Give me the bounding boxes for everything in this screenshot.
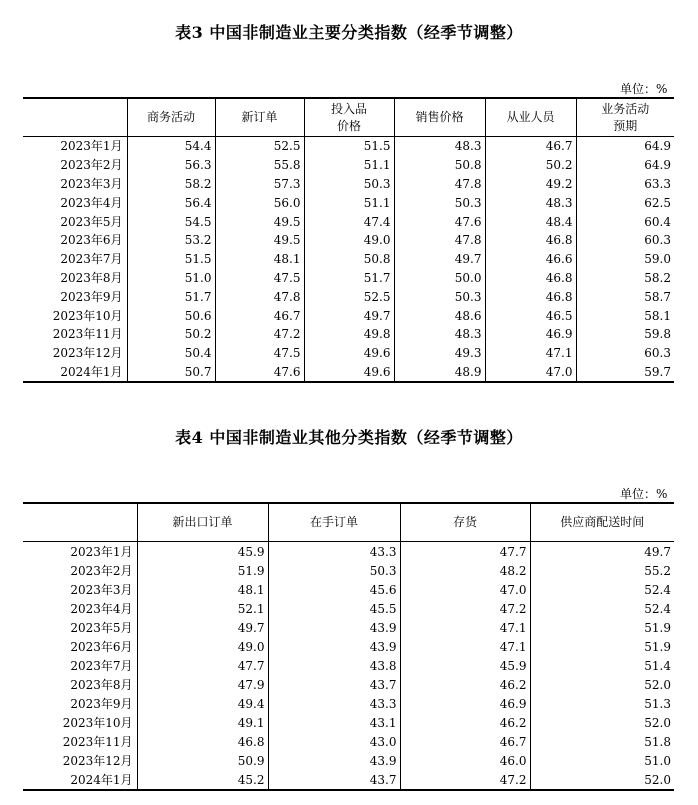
row-label: 2023年6月: [60, 233, 123, 248]
value-cell: 51.5: [127, 250, 215, 269]
value-cell: 48.9: [394, 363, 485, 383]
value-cell: 51.9: [530, 637, 674, 656]
value-cell: 52.0: [530, 675, 674, 694]
table4: [23, 502, 674, 791]
value-cell: 43.9: [268, 618, 400, 637]
value-cell: 59.8: [576, 325, 674, 344]
value-cell: 52.0: [530, 713, 674, 732]
value-cell: 56.3: [127, 156, 215, 175]
table-row: [23, 212, 674, 231]
table-row: [23, 732, 674, 751]
value-cell: 46.8: [485, 231, 576, 250]
value-cell: 49.8: [304, 325, 394, 344]
value-cell: 52.0: [530, 770, 674, 790]
value-cell: 55.8: [215, 156, 304, 175]
value-cell: 50.0: [394, 269, 485, 288]
value-cell: 49.7: [530, 542, 674, 562]
row-label: 2023年8月: [70, 677, 133, 692]
value-cell: 46.7: [215, 306, 304, 325]
table-row: [23, 344, 674, 363]
value-cell: 49.5: [215, 231, 304, 250]
value-cell: 50.2: [127, 325, 215, 344]
row-label: 2023年7月: [60, 252, 123, 267]
value-cell: 49.6: [304, 344, 394, 363]
value-cell: 47.4: [304, 212, 394, 231]
value-cell: 50.9: [137, 751, 268, 770]
value-cell: 47.8: [215, 287, 304, 306]
table-row: [23, 231, 674, 250]
table-row: [23, 580, 674, 599]
row-label: 2023年2月: [60, 158, 123, 173]
row-label: 2023年9月: [70, 696, 133, 711]
value-cell: 63.3: [576, 175, 674, 194]
value-cell: 48.2: [400, 561, 530, 580]
table3-header-cell: 业务活动 预期: [576, 98, 674, 137]
row-label: 2023年6月: [70, 639, 133, 654]
value-cell: 48.1: [137, 580, 268, 599]
table-row: [23, 599, 674, 618]
value-cell: 56.0: [215, 193, 304, 212]
table4-header-row: [23, 503, 674, 542]
value-cell: 45.6: [268, 580, 400, 599]
value-cell: 47.1: [400, 618, 530, 637]
table3-header-cell: 投入品 价格: [304, 98, 394, 137]
value-cell: 46.8: [485, 287, 576, 306]
row-label: 2023年9月: [60, 289, 123, 304]
value-cell: 47.0: [485, 363, 576, 383]
value-cell: 64.9: [576, 156, 674, 175]
row-label: 2023年1月: [60, 139, 123, 154]
value-cell: 47.5: [215, 269, 304, 288]
table-row: [23, 637, 674, 656]
value-cell: 45.9: [400, 656, 530, 675]
table3-header-row: [23, 98, 674, 137]
value-cell: 49.2: [485, 175, 576, 194]
value-cell: 46.7: [485, 137, 576, 156]
table-row: [23, 306, 674, 325]
value-cell: 47.6: [215, 363, 304, 383]
value-cell: 49.0: [137, 637, 268, 656]
row-label: 2023年8月: [60, 270, 123, 285]
value-cell: 49.7: [137, 618, 268, 637]
value-cell: 59.7: [576, 363, 674, 383]
table-row: [23, 618, 674, 637]
value-cell: 64.9: [576, 137, 674, 156]
table3-header-cell: 商务活动: [127, 98, 215, 137]
value-cell: 49.6: [304, 363, 394, 383]
table3-header-cell: 新订单: [215, 98, 304, 137]
value-cell: 50.3: [394, 193, 485, 212]
value-cell: 48.3: [394, 137, 485, 156]
value-cell: 60.3: [576, 344, 674, 363]
value-cell: 47.9: [137, 675, 268, 694]
row-label: 2023年4月: [70, 601, 133, 616]
value-cell: 48.1: [215, 250, 304, 269]
value-cell: 50.4: [127, 344, 215, 363]
value-cell: 45.5: [268, 599, 400, 618]
value-cell: 48.6: [394, 306, 485, 325]
value-cell: 50.3: [304, 175, 394, 194]
table-row: [23, 561, 674, 580]
value-cell: 49.1: [137, 713, 268, 732]
value-cell: 46.8: [137, 732, 268, 751]
table-row: [23, 269, 674, 288]
table4-title: 表4 中国非制造业其他分类指数（经季节调整）: [175, 428, 523, 447]
value-cell: 49.7: [304, 306, 394, 325]
table3-header-cell: 销售价格: [394, 98, 485, 137]
table3-header-cell: [23, 98, 127, 137]
table-row: [23, 694, 674, 713]
row-label: 2023年5月: [70, 620, 133, 635]
table3-body: [23, 137, 674, 383]
table-row: [23, 156, 674, 175]
table4-header-cell: 在手订单: [268, 503, 400, 542]
value-cell: 51.7: [127, 287, 215, 306]
value-cell: 48.3: [485, 193, 576, 212]
row-label: 2023年10月: [52, 308, 123, 323]
value-cell: 51.9: [137, 561, 268, 580]
value-cell: 51.7: [304, 269, 394, 288]
table-row: [23, 751, 674, 770]
value-cell: 50.8: [394, 156, 485, 175]
table3: [23, 97, 674, 383]
value-cell: 50.6: [127, 306, 215, 325]
table3-unit: 单位：%: [620, 82, 668, 96]
table-row: [23, 193, 674, 212]
value-cell: 51.0: [530, 751, 674, 770]
value-cell: 50.8: [304, 250, 394, 269]
table-row: [23, 713, 674, 732]
value-cell: 47.0: [400, 580, 530, 599]
table-row: [23, 675, 674, 694]
value-cell: 58.2: [576, 269, 674, 288]
value-cell: 46.9: [400, 694, 530, 713]
value-cell: 43.3: [268, 542, 400, 562]
table-row: [23, 287, 674, 306]
value-cell: 51.8: [530, 732, 674, 751]
value-cell: 54.4: [127, 137, 215, 156]
row-label: 2023年2月: [70, 563, 133, 578]
row-label: 2023年12月: [52, 346, 123, 361]
value-cell: 46.9: [485, 325, 576, 344]
value-cell: 58.2: [127, 175, 215, 194]
value-cell: 47.8: [394, 175, 485, 194]
value-cell: 50.3: [394, 287, 485, 306]
value-cell: 51.4: [530, 656, 674, 675]
row-label: 2023年11月: [62, 734, 133, 749]
value-cell: 52.4: [530, 599, 674, 618]
value-cell: 51.0: [127, 269, 215, 288]
value-cell: 52.5: [304, 287, 394, 306]
value-cell: 56.4: [127, 193, 215, 212]
value-cell: 60.3: [576, 231, 674, 250]
table-row: [23, 542, 674, 562]
value-cell: 45.9: [137, 542, 268, 562]
row-label: 2023年1月: [70, 544, 133, 559]
value-cell: 51.1: [304, 156, 394, 175]
value-cell: 58.7: [576, 287, 674, 306]
value-cell: 46.7: [400, 732, 530, 751]
value-cell: 49.7: [394, 250, 485, 269]
value-cell: 46.0: [400, 751, 530, 770]
row-label: 2023年10月: [62, 715, 133, 730]
table-row: [23, 175, 674, 194]
value-cell: 47.2: [400, 599, 530, 618]
value-cell: 47.2: [215, 325, 304, 344]
value-cell: 47.1: [400, 637, 530, 656]
value-cell: 49.4: [137, 694, 268, 713]
table4-body: [23, 542, 674, 791]
row-label: 2024年1月: [23, 363, 127, 383]
value-cell: 47.2: [400, 770, 530, 790]
table-row: [23, 363, 674, 383]
value-cell: 43.9: [268, 637, 400, 656]
value-cell: 45.2: [137, 770, 268, 790]
value-cell: 57.3: [215, 175, 304, 194]
value-cell: 53.2: [127, 231, 215, 250]
row-label: 2023年5月: [60, 214, 123, 229]
value-cell: 49.5: [215, 212, 304, 231]
value-cell: 43.9: [268, 751, 400, 770]
table-row: [23, 325, 674, 344]
row-label: 2023年12月: [62, 753, 133, 768]
value-cell: 47.8: [394, 231, 485, 250]
value-cell: 60.4: [576, 212, 674, 231]
table4-header-cell: 存货: [400, 503, 530, 542]
value-cell: 48.3: [394, 325, 485, 344]
value-cell: 49.3: [394, 344, 485, 363]
value-cell: 58.1: [576, 306, 674, 325]
value-cell: 47.6: [394, 212, 485, 231]
row-label: 2023年4月: [60, 195, 123, 210]
value-cell: 43.1: [268, 713, 400, 732]
table-row: [23, 656, 674, 675]
value-cell: 49.0: [304, 231, 394, 250]
value-cell: 55.2: [530, 561, 674, 580]
value-cell: 50.2: [485, 156, 576, 175]
table4-header-cell: [23, 503, 137, 542]
table4-header-cell: 新出口订单: [137, 503, 268, 542]
row-label: 2024年1月: [23, 770, 137, 790]
value-cell: 51.5: [304, 137, 394, 156]
value-cell: 46.2: [400, 713, 530, 732]
value-cell: 50.7: [127, 363, 215, 383]
value-cell: 50.3: [268, 561, 400, 580]
value-cell: 47.1: [485, 344, 576, 363]
row-label: 2023年11月: [52, 327, 123, 342]
value-cell: 51.1: [304, 193, 394, 212]
value-cell: 59.0: [576, 250, 674, 269]
value-cell: 43.7: [268, 770, 400, 790]
value-cell: 48.4: [485, 212, 576, 231]
value-cell: 46.2: [400, 675, 530, 694]
value-cell: 52.1: [137, 599, 268, 618]
value-cell: 52.4: [530, 580, 674, 599]
table3-title: 表3 中国非制造业主要分类指数（经季节调整）: [175, 23, 523, 42]
value-cell: 43.8: [268, 656, 400, 675]
value-cell: 51.9: [530, 618, 674, 637]
table4-unit: 单位：%: [620, 487, 668, 501]
table-row: [23, 250, 674, 269]
value-cell: 46.5: [485, 306, 576, 325]
value-cell: 46.6: [485, 250, 576, 269]
table3-header-cell: 从业人员: [485, 98, 576, 137]
value-cell: 46.8: [485, 269, 576, 288]
value-cell: 43.3: [268, 694, 400, 713]
value-cell: 47.5: [215, 344, 304, 363]
value-cell: 47.7: [137, 656, 268, 675]
table-row: [23, 770, 674, 790]
value-cell: 51.3: [530, 694, 674, 713]
row-label: 2023年7月: [70, 658, 133, 673]
value-cell: 62.5: [576, 193, 674, 212]
table-row: [23, 137, 674, 156]
table4-header-cell: 供应商配送时间: [530, 503, 674, 542]
value-cell: 52.5: [215, 137, 304, 156]
value-cell: 47.7: [400, 542, 530, 562]
value-cell: 43.7: [268, 675, 400, 694]
value-cell: 43.0: [268, 732, 400, 751]
row-label: 2023年3月: [60, 176, 123, 191]
row-label: 2023年3月: [70, 582, 133, 597]
value-cell: 54.5: [127, 212, 215, 231]
